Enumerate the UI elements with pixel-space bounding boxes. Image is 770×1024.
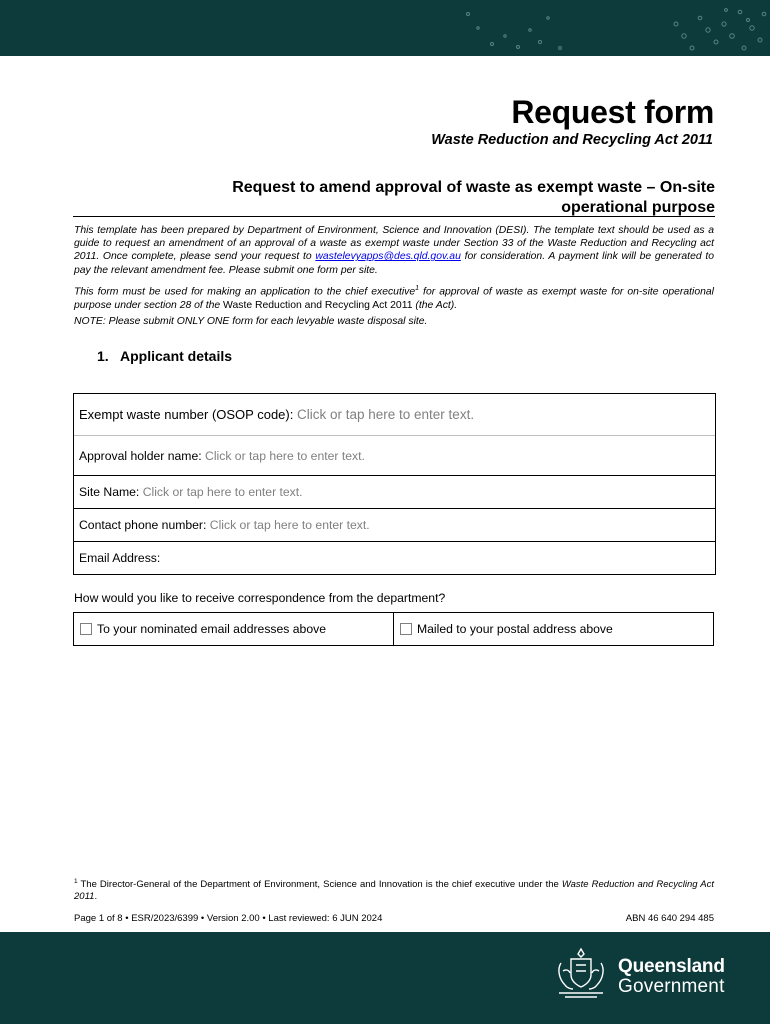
queensland-crest-icon	[553, 945, 609, 1001]
osop-code-input[interactable]: Click or tap here to enter text.	[296, 407, 475, 422]
decorative-pattern-icon	[0, 0, 770, 56]
email-option[interactable]	[74, 613, 393, 645]
form-heading	[115, 178, 715, 218]
act-name: Waste Reduction and Recycling Act 2011	[223, 299, 413, 311]
contact-phone-input[interactable]: Click or tap here to enter text.	[209, 518, 370, 532]
post-option-label: Mailed to your postal address above	[417, 622, 613, 636]
field-label: Contact phone number:	[79, 518, 207, 532]
footnote-text: The Director-General of the Department of Environment, Science and Innovation is the chief executive under the	[77, 879, 562, 891]
brand-subtitle: Government	[618, 976, 725, 997]
email-address-field[interactable]	[74, 541, 715, 574]
footnote-mark: 1	[74, 878, 78, 885]
page-title: Request form	[511, 94, 714, 130]
note-paragraph: NOTE: Please submit ONLY ONE form for each levyable waste disposal site.	[74, 316, 428, 327]
footnote-tail: .	[94, 891, 98, 903]
approval-holder-name-field[interactable]	[74, 435, 715, 475]
field-label: Email Address:	[79, 551, 161, 565]
heading-divider	[73, 216, 715, 217]
form-heading-line-1: Request to amend approval of waste as exempt waste – On-site	[232, 179, 715, 196]
form-heading-line-2: operational purpose	[561, 199, 715, 216]
usage-text-middle: for approval of waste as exempt waste for on-site operational purpose under section 28 of the	[74, 286, 714, 311]
applicant-details-table	[73, 393, 716, 575]
field-label: Site Name:	[79, 485, 140, 499]
usage-text-tail: (the Act).	[412, 299, 458, 311]
site-name-input[interactable]: Click or tap here to enter text.	[142, 485, 303, 499]
field-label: Approval holder name:	[79, 448, 202, 463]
contact-phone-field[interactable]	[74, 508, 715, 541]
section-heading	[97, 348, 232, 364]
approval-holder-name-input[interactable]: Click or tap here to enter text.	[205, 448, 365, 463]
section-title: Applicant details	[120, 348, 233, 364]
email-option-label: To your nominated email addresses above	[97, 622, 326, 636]
header-band	[0, 0, 770, 56]
post-option-checkbox[interactable]	[400, 623, 412, 635]
intro-paragraph	[74, 224, 714, 277]
footnote-reference[interactable]: 1	[415, 285, 420, 292]
intro-text-tail: for consideration. A payment link will be generated to pay the relevant amendment fee. Please submit one form per site.	[74, 251, 714, 276]
abn-number: ABN 46 640 294 485	[625, 913, 714, 924]
act-subtitle: Waste Reduction and Recycling Act 2011	[431, 132, 713, 148]
footnote-act: Waste Reduction and Recycling Act 2011	[74, 879, 714, 903]
form-usage-paragraph	[74, 282, 714, 312]
brand-name: Queensland	[618, 956, 725, 977]
page-footer-info: Page 1 of 8 • ESR/2023/6399 • Version 2.00 • Last reviewed: 6 JUN 2024	[74, 913, 383, 924]
correspondence-question: How would you like to receive correspondence from the department?	[74, 591, 446, 605]
osop-code-field[interactable]	[74, 394, 715, 435]
site-name-field[interactable]	[74, 475, 715, 508]
usage-text: This form must be used for making an application to the chief executive	[74, 286, 416, 298]
correspondence-options	[73, 612, 714, 646]
footnote	[74, 876, 714, 903]
email-option-checkbox[interactable]	[80, 623, 92, 635]
email-link[interactable]: wastelevyapps@des.qld.gov.au	[315, 251, 461, 263]
post-option[interactable]	[393, 613, 713, 645]
section-number: 1.	[97, 348, 109, 364]
field-label: Exempt waste number (OSOP code):	[79, 407, 294, 422]
intro-text: This template has been prepared by Department of Environment, Science and Innovation (DESI). The template text should be used as a guide to request an amendment of an approval of a waste as exempt waste under Section 33 of the Waste Reduction and Recycling act 2011. Once complete, please send your request to	[74, 225, 714, 263]
